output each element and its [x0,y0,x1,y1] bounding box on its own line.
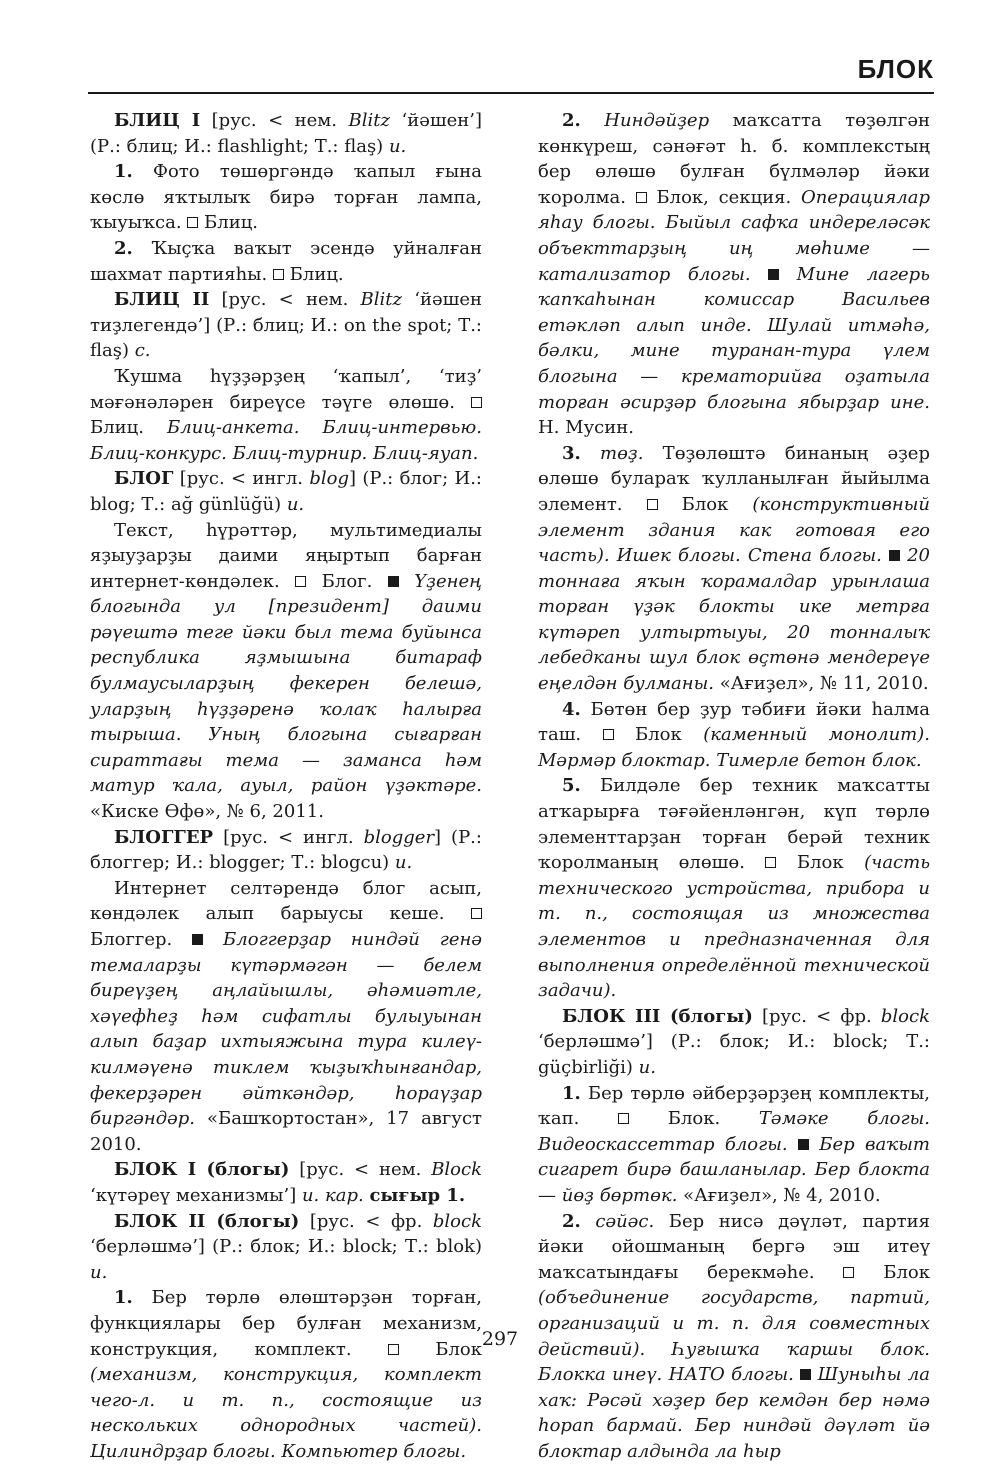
sense-2 [538,108,930,441]
page-number: 297 [481,1328,519,1350]
definition: маҡсатта төҙөлгән көнкүреш, сәнәғәт һ. б. комплекстың бер өлөшө булған бүлмәләр йәки ҡоролма. [538,110,930,208]
open-square-icon [295,576,306,587]
entry-blogger [90,825,482,876]
open-square-icon [647,499,658,510]
part-of-speech: и. кар. [301,1184,364,1206]
running-head: БЛОК [857,54,934,84]
open-square-icon [471,908,482,919]
russian-equivalent: Блок, секция. [646,186,801,208]
russian-equivalent: Блок [613,724,704,746]
filled-square-icon [889,550,900,561]
definition: Бер төрлө өлөштәрҙән торған, функциялары бер булған механизм, конструкция, комплект. [90,1287,482,1360]
citation-source: «Киске Өфө», № 6, 2011. [90,801,324,823]
definition: Төҙөлөштә бинаның әҙер өлөшө булараҡ ҡулланылған йыйылма элемент. [538,442,930,515]
russian-equivalent: Блок [398,1338,482,1360]
cross-reference: сығыр 1. [369,1184,466,1206]
etymology-rest: ‘күтәреү механизмы’] [90,1184,302,1206]
open-square-icon [187,217,198,228]
header-rule [88,92,934,94]
part-of-speech: и. [394,852,413,874]
etymology-source-word: block [880,1005,930,1027]
sense-number: 1. [114,1287,133,1309]
etymology: [рус. < фр. [762,1005,881,1027]
definition: Бөтөн бер ҙур тәбиғи йәки һалма таш. [538,698,930,746]
etymology: [рус. < нем. [221,289,361,311]
sense [90,364,482,466]
etymology-source-word: blog [309,468,349,490]
etymology-source-word: Blitz [360,289,403,311]
headword: БЛИЦ II [114,289,210,311]
citation: Шуныһы ла хаҡ: Рәсәй хәҙер бер кемдән бер нәмә һорап бармай. Бер ниндәй дәүләт йә блоктар алдында ла һыр [538,1364,930,1462]
russian-equivalent: Блок. [629,1108,759,1130]
usage-example: Ишек блогы. Стена блогы. [609,545,889,567]
open-square-icon [618,1113,629,1124]
citation: 20 тоннаға яҡын ҡорамалдар урынлаша торған үҙәк блокты ике метрға күтәреп ултыртыуы, 20 тонналыҡ лебедканы шул блок өҫтөнә мендереүе еңелдән булманы. [538,545,930,695]
entry-blok-1 [90,1157,482,1208]
citation: Бер ваҡыт сигарет бирә башланылар. Бер блокта — йөҙ бөртөк. [538,1133,930,1206]
russian-gloss: (часть технического устройства, прибора и т. п., состоящая из множества элементов и предназначенная для выполнения определённой технической задачи). [538,852,930,1002]
definition: Бер нисә дәүләт, партия йәки ойошманың бергә эш итеү маҡсатындағы берекмәһе. [538,1210,930,1283]
part-of-speech: с. [134,340,151,362]
citation-source: «Ағиҙел», № 11, 2010. [714,673,929,695]
etymology-source-word: Block [431,1159,482,1181]
etymology-rest: ‘берләшмә’] (Р.: блок; И.: block; Т.: blok) [90,1236,482,1258]
usage-example: Цилиндрҙар блогы. Компьютер блогы. [90,1440,467,1462]
part-of-speech: и. [286,493,305,515]
citation: Үҙенең блогында ул [президент] даими рәүештә теге йәки был тема буйынса республика яҙмышына битараф булмаусыларҙың фекерен белешә, уларҙың һүҙҙәренә ҡолаҡ һалырға тырыша. Уның блогына сығарған сираттағы тема — заманса һәм матур ҡала, ауыл, район үҙәктәре. [90,570,482,797]
sense-label: сәйәс. [595,1210,655,1232]
headword: БЛОК III (блогы) [562,1005,753,1027]
headword: БЛОК II (блогы) [114,1210,300,1232]
russian-gloss: (конструктивный элемент здания как готовая его часть). [538,493,930,567]
russian-gloss: (объединение государств, партий, организаций и т. п. для совместных действий). [538,1287,930,1360]
etymology: [рус. < нем. [211,110,349,131]
filled-square-icon [768,269,779,280]
usage-example: Тәмәке блогы. Видеоскассеттар блогы. [538,1108,930,1155]
russian-equivalent: Блоггер. [90,929,193,950]
definition: Интернет селтәрендә блог асып, көндәлек алып барыусы кеше. [90,877,482,925]
etymology-rest: ‘йәшен’] (Р.: блиц; И.: flashlight; Т.: flaş) [90,110,482,157]
sense [90,876,482,1158]
part-of-speech: и. [388,135,407,157]
russian-equivalent: Блиц. [90,417,168,439]
etymology: [рус. < ингл. [223,826,364,848]
definition: Фото төшөргәндә ҡапыл ғына көслө яҡтылыҡ бирә торған лампа, ҡыуыҡса. [90,161,482,234]
citation-source: «Башҡортостан», 17 август 2010. [90,1108,482,1155]
russian-equivalent: Блок [776,852,865,874]
definition: Ҡушма һүҙҙәрҙең ‘ҡапыл’, ‘тиҙ’ мәғәнәләрен биреүсе тәүге өлөшө. [90,365,482,413]
sense-number: 1. [114,161,133,183]
etymology-rest: ] (Р.: блог; И.: blog; Т.: ağ günlüğü) [90,468,482,515]
etymology: [рус. < нем. [299,1159,432,1181]
headword: БЛОГГЕР [114,826,214,848]
sense-2 [90,236,482,287]
sense-label: төҙ. [600,442,644,464]
entry-blok-3 [538,1004,930,1081]
sense-5 [538,773,930,1003]
sense-label: Ниндәйҙер [604,110,710,131]
sense [90,518,482,825]
sense-number: 4. [562,698,581,720]
entry-blok-2 [90,1209,482,1286]
open-square-icon [273,269,284,280]
russian-gloss: (механизм, конструкция, комплект чего-л. и т. п., состоящие из нескольких однородных частей). [90,1364,482,1437]
right-column [538,108,930,1462]
sense-number: 2. [114,237,133,259]
citation-source: «Ағиҙел», № 4, 2010. [677,1184,881,1206]
entry-blits-1 [90,108,482,159]
filled-square-icon [388,576,399,587]
definition: Билдәле бер техник маҡсатты атҡарырға тәғәйенләнгән, күп төрлө элементтарҙан торған берәй техник ҡоролманың өлөшө. [538,775,930,874]
entry-blog [90,466,482,517]
russian-equivalent: Блог. [306,570,388,592]
etymology-rest: ] (Р.: блоггер; И.: blogger; Т.: blogcu) [90,826,482,874]
open-square-icon [765,857,776,868]
russian-equivalent: Блиц. [283,263,344,285]
filled-square-icon [798,1139,809,1150]
sense-number: 2. [562,1210,581,1232]
russian-equivalent: Блок [657,493,753,515]
part-of-speech: и. [90,1261,108,1283]
filled-square-icon [800,1369,811,1380]
russian-equivalent: Блиц. [198,212,258,234]
usage-example: Операциялар яһау блогы. Быйыл сафҡа индереләсәк объекттарҙың иң мөһиме — катализатор блогы. [538,186,930,285]
etymology-rest: ‘йәшен тиҙлегендә’] (Р.: блиц; И.: on the spot; Т.: flaş) [90,289,482,362]
sense-3 [538,441,930,697]
citation: Мине лагерь ҡапҡаһынан комиссар Васильев етәкләп алып инде. Шулай итмәһә, бәлки, мине туранан-тура үлем блогына — крематорийға оҙатыла торған әсирҙәр блогына ябырҙар ине. [538,263,930,413]
headword: БЛОГ [114,468,174,490]
etymology-source-word: blogger [363,826,435,848]
entry-blits-2 [90,287,482,364]
sense-4 [538,697,930,774]
etymology-source-word: block [432,1210,482,1232]
open-square-icon [843,1267,854,1278]
usage-example: Мәрмәр блоктар. Тимерле бетон блок. [538,749,922,771]
sense-number: 2. [562,110,581,131]
sense-1 [90,159,482,236]
usage-example: Блиц-анкета. Блиц-интервью. Блиц-конкурс. Блиц-турнир. Блиц-яуап. [90,417,482,464]
definition: Ҡыҫҡа ваҡыт эсендә уйналған шахмат партияһы. [90,237,482,285]
usage-example: Һуғышҡа ҡаршы блок. Блокка инеү. НАТО блогы. [538,1338,930,1386]
russian-equivalent: Блок [854,1261,930,1283]
etymology-source-word: Blitz [348,110,390,131]
sense-number: 1. [562,1082,581,1104]
sense-number: 3. [562,442,581,464]
sense-1 [538,1081,930,1209]
russian-gloss: (каменный монолит). [703,724,930,746]
sense-1 [90,1285,482,1464]
left-column [90,108,482,1462]
etymology: [рус. < ингл. [179,468,310,490]
open-square-icon [636,192,647,203]
filled-square-icon [192,934,203,945]
etymology-rest: ‘берләшмә’] (Р.: блок; И.: block; Т.: güçbirliği) [538,1031,930,1078]
part-of-speech: и. [638,1056,656,1078]
open-square-icon [471,397,482,408]
sense-number: 5. [562,775,581,797]
etymology: [рус. < фр. [309,1210,433,1232]
definition: Бер төрлө әйберҙәрҙең комплекты, ҡап. [538,1082,930,1130]
definition: Текст, һүрәттәр, мультимедиалы яҙыуҙарҙы даими яңыртып барған интернет-көндәлек. [90,519,482,592]
citation: Блоггерҙар ниндәй генә темаларҙы күтәрмәгән — белем биреүҙең аңлайышлы, әһәмиәтле, хәүефһеҙ һәм сифатлы булыуынан алып баҙар ихтыяжына тура килеү-килмәүенә тиклем ҡыҙыҡһынғандар, фекерҙәрен әйткәндәр, һораүҙар биргәндәр. [90,929,482,1130]
open-square-icon [603,729,614,740]
headword: БЛИЦ I [114,110,201,131]
page-header [88,48,934,98]
headword: БЛОК I (блогы) [114,1159,290,1181]
citation-source: Н. Мусин. [538,417,634,439]
